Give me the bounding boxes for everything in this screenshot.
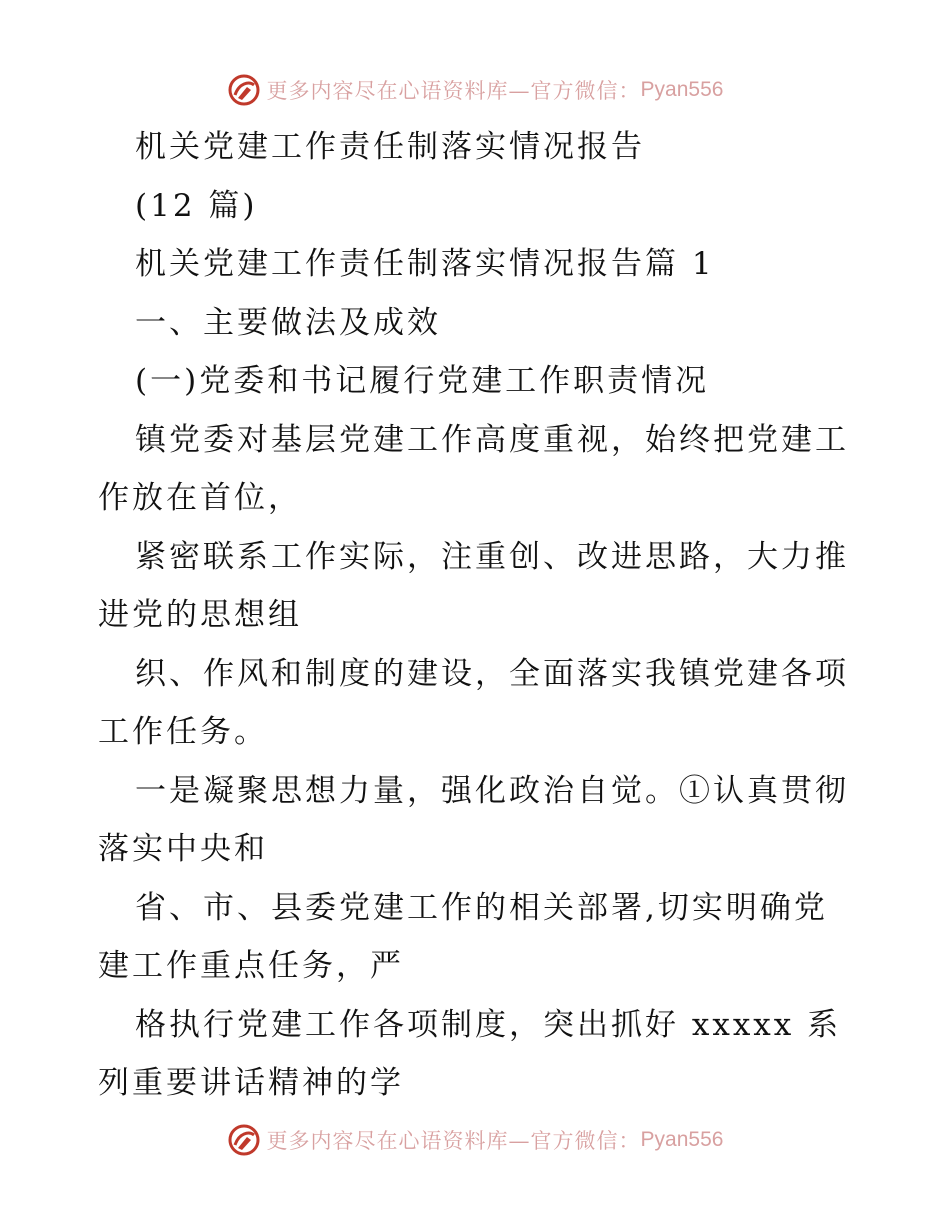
paragraph-line: 格执行党建工作各项制度，突出抓好 xxxxx 系 xyxy=(135,1006,842,1043)
paragraph-line: 落实中央和 xyxy=(98,831,268,867)
watermark-banner-top xyxy=(0,70,950,110)
paragraph-line: 镇党委对基层党建工作高度重视，始终把党建工 xyxy=(135,421,849,458)
paragraph-line: 一是凝聚思想力量，强化政治自觉。①认真贯彻 xyxy=(135,772,849,809)
watermark-text: 更多内容尽在心语资料库—官方微信： xyxy=(266,1129,641,1153)
heading-level-2: (一)党委和书记履行党建工作职责情况 xyxy=(135,363,710,399)
watermark-text: 更多内容尽在心语资料库—官方微信： xyxy=(266,79,641,103)
doc-title: 机关党建工作责任制落实情况报告 xyxy=(135,129,645,165)
paragraph-line: 省、市、县委党建工作的相关部署,切实明确党 xyxy=(135,889,828,926)
watermark-id: Pyan556 xyxy=(640,1128,724,1151)
paragraph-line: 列重要讲话精神的学 xyxy=(98,1065,404,1101)
logo-icon xyxy=(227,1123,261,1157)
heading-level-1: 一、主要做法及成效 xyxy=(135,304,441,341)
paragraph-line: 建工作重点任务，严 xyxy=(98,948,404,984)
paragraph-line: 进党的思想组 xyxy=(98,597,302,633)
paragraph-line: 作放在首位， xyxy=(98,480,302,516)
document-body xyxy=(98,118,858,1113)
paragraph-line: 织、作风和制度的建设，全面落实我镇党建各项 xyxy=(135,655,849,692)
paragraph-line: 紧密联系工作实际，注重创、改进思路，大力推 xyxy=(135,538,849,575)
section-title: 机关党建工作责任制落实情况报告篇 1 xyxy=(135,246,715,282)
logo-icon xyxy=(227,73,261,107)
watermark-banner-bottom xyxy=(0,1120,950,1160)
doc-subtitle: (12 篇) xyxy=(135,187,258,224)
watermark-id: Pyan556 xyxy=(640,78,724,101)
paragraph-line: 工作任务。 xyxy=(98,714,268,750)
